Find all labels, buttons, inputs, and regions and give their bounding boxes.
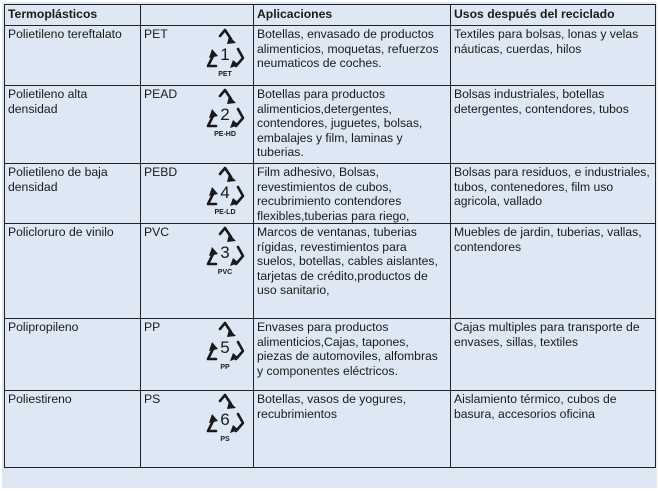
recycling-symbol-cell	[196, 86, 254, 164]
recycling-label: PET	[217, 71, 232, 78]
recycling-label: PP	[219, 364, 230, 371]
header-symbol	[196, 5, 254, 26]
plastic-name: Polipropileno	[5, 319, 141, 391]
recycling-triangle-icon	[203, 392, 247, 444]
plastic-name: Poliestireno	[5, 391, 141, 468]
recycling-symbol-cell	[196, 164, 254, 224]
recycling-label: PVC	[217, 269, 232, 276]
plastic-code: PP	[141, 319, 196, 391]
recycled-uses-cell: Muebles de jardin, tuberias, vallas, contendores	[451, 224, 656, 319]
table-row	[5, 26, 656, 86]
plastic-code: PS	[141, 391, 196, 468]
recycling-number: 4	[219, 183, 230, 202]
applications-cell: Envases para productos alimenticios,Cajas, tapones, piezas de automoviles, alfombras y componentes eléctricos.	[254, 319, 451, 391]
recycling-triangle-icon	[203, 165, 247, 217]
recycled-uses-cell: Bolsas industriales, botellas detergentes, contendores, tubos	[451, 86, 656, 164]
applications-cell: Botellas, vasos de yogures, recubrimientos	[254, 391, 451, 468]
applications-cell: Botellas para productos alimenticios,detergentes, contendores, juguetes, bolsas, embalajes y film, laminas y tuberias.	[254, 86, 451, 164]
plastic-code: PET	[141, 26, 196, 86]
plastic-code: PEAD	[141, 86, 196, 164]
table-row	[5, 224, 656, 319]
recycling-triangle-icon	[203, 27, 247, 79]
applications-cell: Botellas, envasado de productos alimenticios, moquetas, refuerzos neumaticos de coches.	[254, 26, 451, 86]
recycling-label: PE-LD	[214, 209, 235, 216]
recycling-symbol-icon	[196, 320, 254, 391]
recycling-symbol-icon	[196, 225, 254, 319]
plastic-name: Polietileno alta densidad	[5, 86, 141, 164]
recycling-number: 1	[219, 45, 230, 64]
table-row	[5, 319, 656, 391]
plastic-name: Policloruro de vinilo	[5, 224, 141, 319]
recycling-symbol-cell	[196, 26, 254, 86]
recycling-symbol-cell	[196, 224, 254, 319]
header-row	[5, 5, 656, 26]
recycling-symbol-cell	[196, 319, 254, 391]
recycling-triangle-icon	[203, 225, 247, 277]
header-thermoplastics: Termoplásticos	[5, 5, 141, 26]
recycling-symbol-icon	[196, 27, 254, 86]
header-code	[141, 5, 196, 26]
recycling-label: PE-HD	[213, 131, 236, 138]
applications-cell: Film adhesivo, Bolsas, revestimientos de cubos, recubrimiento contendores flexibles,tuberias para riego,	[254, 164, 451, 224]
header-recycled-uses: Usos después del reciclado	[451, 5, 656, 26]
recycling-number: 2	[219, 105, 230, 124]
recycling-triangle-icon	[203, 320, 247, 372]
recycling-symbol-icon	[196, 392, 254, 468]
recycling-symbol-icon	[196, 165, 254, 224]
recycled-uses-cell: Bolsas para residuos, e industriales, tubos, contenedores, film uso agricola, vallado	[451, 164, 656, 224]
recycling-number: 6	[219, 410, 230, 429]
recycling-number: 3	[219, 243, 230, 262]
plastic-code: PEBD	[141, 164, 196, 224]
recycled-uses-cell: Textiles para bolsas, lonas y velas náuticas, cuerdas, hilos	[451, 26, 656, 86]
plastic-code: PVC	[141, 224, 196, 319]
recycling-triangle-icon	[203, 87, 247, 139]
applications-cell: Marcos de ventanas, tuberias rígidas, revestimientos para suelos, botellas, cables aislantes, tarjetas de crédito,productos de uso sanitario,	[254, 224, 451, 319]
header-applications: Aplicaciones	[254, 5, 451, 26]
plastic-name: Polietileno tereftalato	[5, 26, 141, 86]
plastic-name: Polietileno de baja densidad	[5, 164, 141, 224]
recycled-uses-cell: Cajas multiples para transporte de envases, sillas, textiles	[451, 319, 656, 391]
recycling-label: PS	[219, 436, 230, 443]
recycling-symbol-icon	[196, 87, 254, 164]
table-row	[5, 86, 656, 164]
recycling-number: 5	[219, 338, 230, 357]
recycled-uses-cell: Aislamiento térmico, cubos de basura, accesorios oficina	[451, 391, 656, 468]
table-row	[5, 164, 656, 224]
table-frame	[2, 2, 657, 488]
plastics-table	[4, 4, 656, 468]
recycling-symbol-cell	[196, 391, 254, 468]
table-row	[5, 391, 656, 468]
